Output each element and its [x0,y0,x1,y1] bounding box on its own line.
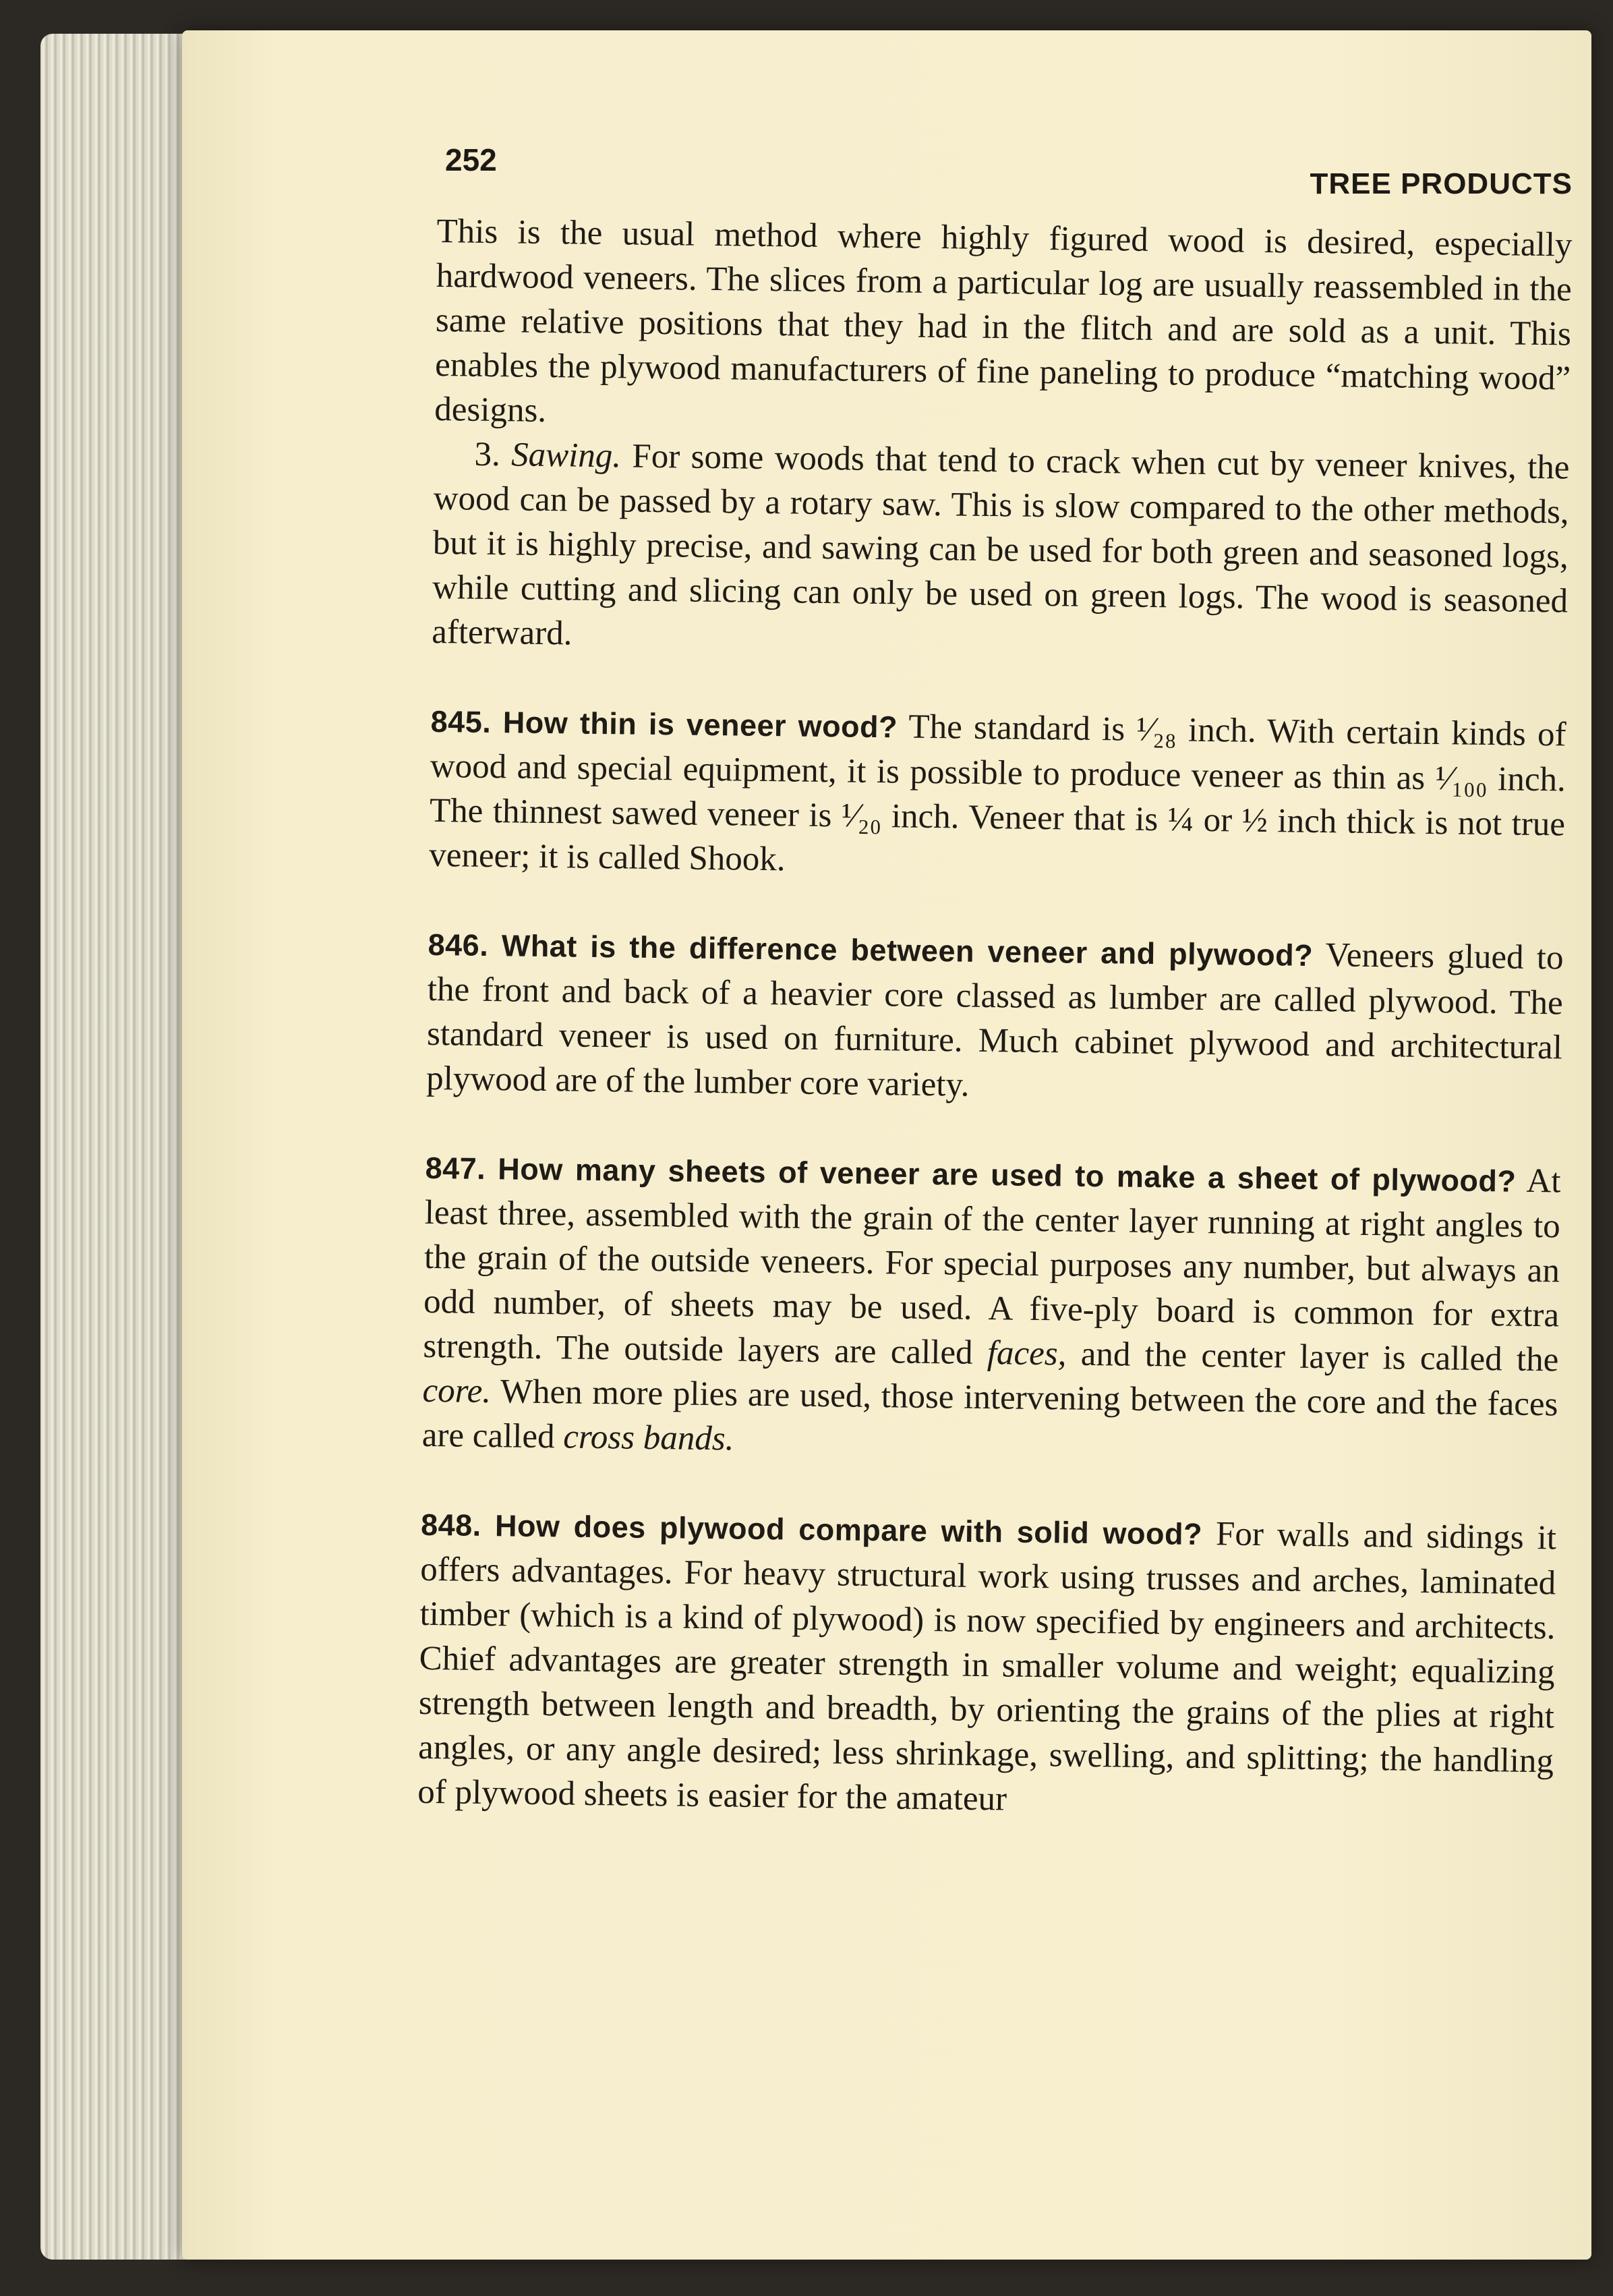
answer: Veneers glued to the front and back of a heavier core classed as lumber are called plywood. The standard veneer is used on furniture. Much cabinet plywood and architectural plywood are of the lumber core variety. [426,936,1564,1104]
italic-term: cross bands. [562,1418,734,1458]
question: 846. What is the difference between veneer and plywood? [428,927,1314,973]
qa-entry-846 [426,922,1564,1115]
body-text [417,209,1573,1828]
item-number: 3. [474,435,501,474]
paragraph [434,209,1573,446]
answer: and the center layer is called the [1080,1335,1559,1379]
question: 848. How does plywood compare with solid wood? [420,1507,1203,1552]
italic-term: Sawing. [510,436,622,476]
page-number: 252 [445,142,497,177]
paragraph-text: For some woods that tend to crack when cut by veneer knives, the wood can be passed by a rotary saw. This is slow compared to the other methods, but it is highly precise, and sawing can be used for both green and seasoned logs, while cutting and slicing can only be used on green logs. The wood is seasoned afterward. [431,437,1570,653]
paragraph-text: This is the usual method where highly figured wood is desired, especially hardwood veneers. The slices from a particular log are usually reassembled in the same relative positions that they had in the flitch and are sold as a unit. This enables the plywood manufacturers of fine paneling to produce “matching wood” designs. [434,212,1573,430]
question: 845. How thin is veneer wood? [430,704,898,745]
italic-term: faces, [987,1334,1067,1373]
answer: When more plies are used, those intervening between the core and the faces are called [421,1373,1558,1456]
qa-entry-848 [417,1502,1557,1829]
answer: At least three, assembled with the grain of the center layer running at right angles to the grain of the outside veneers. For special purposes any number, but always an odd number, of sheets may be used. A five-ply board is common for extra strength. The outside layers are called [423,1161,1561,1372]
answer: For walls and sidings it offers advantages. For heavy structural work using trusses and arches, laminated timber (which is a kind of plywood) is now specified by engineers and architects. Chief advantages are greater strength in smaller volume and weight; equalizing strength between length and breadth, by orienting the grains of the plies at right angles, or any angle desired; less shrinkage, swelling, and splitting; the handling of plywood sheets is easier for the amateur [417,1515,1557,1818]
answer: The standard is ¹⁄₂₈ inch. With certain kinds of wood and special equipment, it is possible to produce veneer as thin as ¹⁄₁₀₀ inch. The thinnest sawed veneer is ¹⁄₂₀ inch. Veneer that is ¼ or ½ inch thick is not true veneer; it is called Shook. [428,708,1566,879]
qa-entry-847 [421,1145,1561,1472]
paragraph [432,432,1570,668]
running-head: TREE PRODUCTS [1310,167,1573,200]
qa-entry-845 [429,699,1566,892]
question: 847. How many sheets of veneer are used to make a sheet of plywood? [425,1150,1517,1199]
italic-term: core. [422,1371,492,1411]
